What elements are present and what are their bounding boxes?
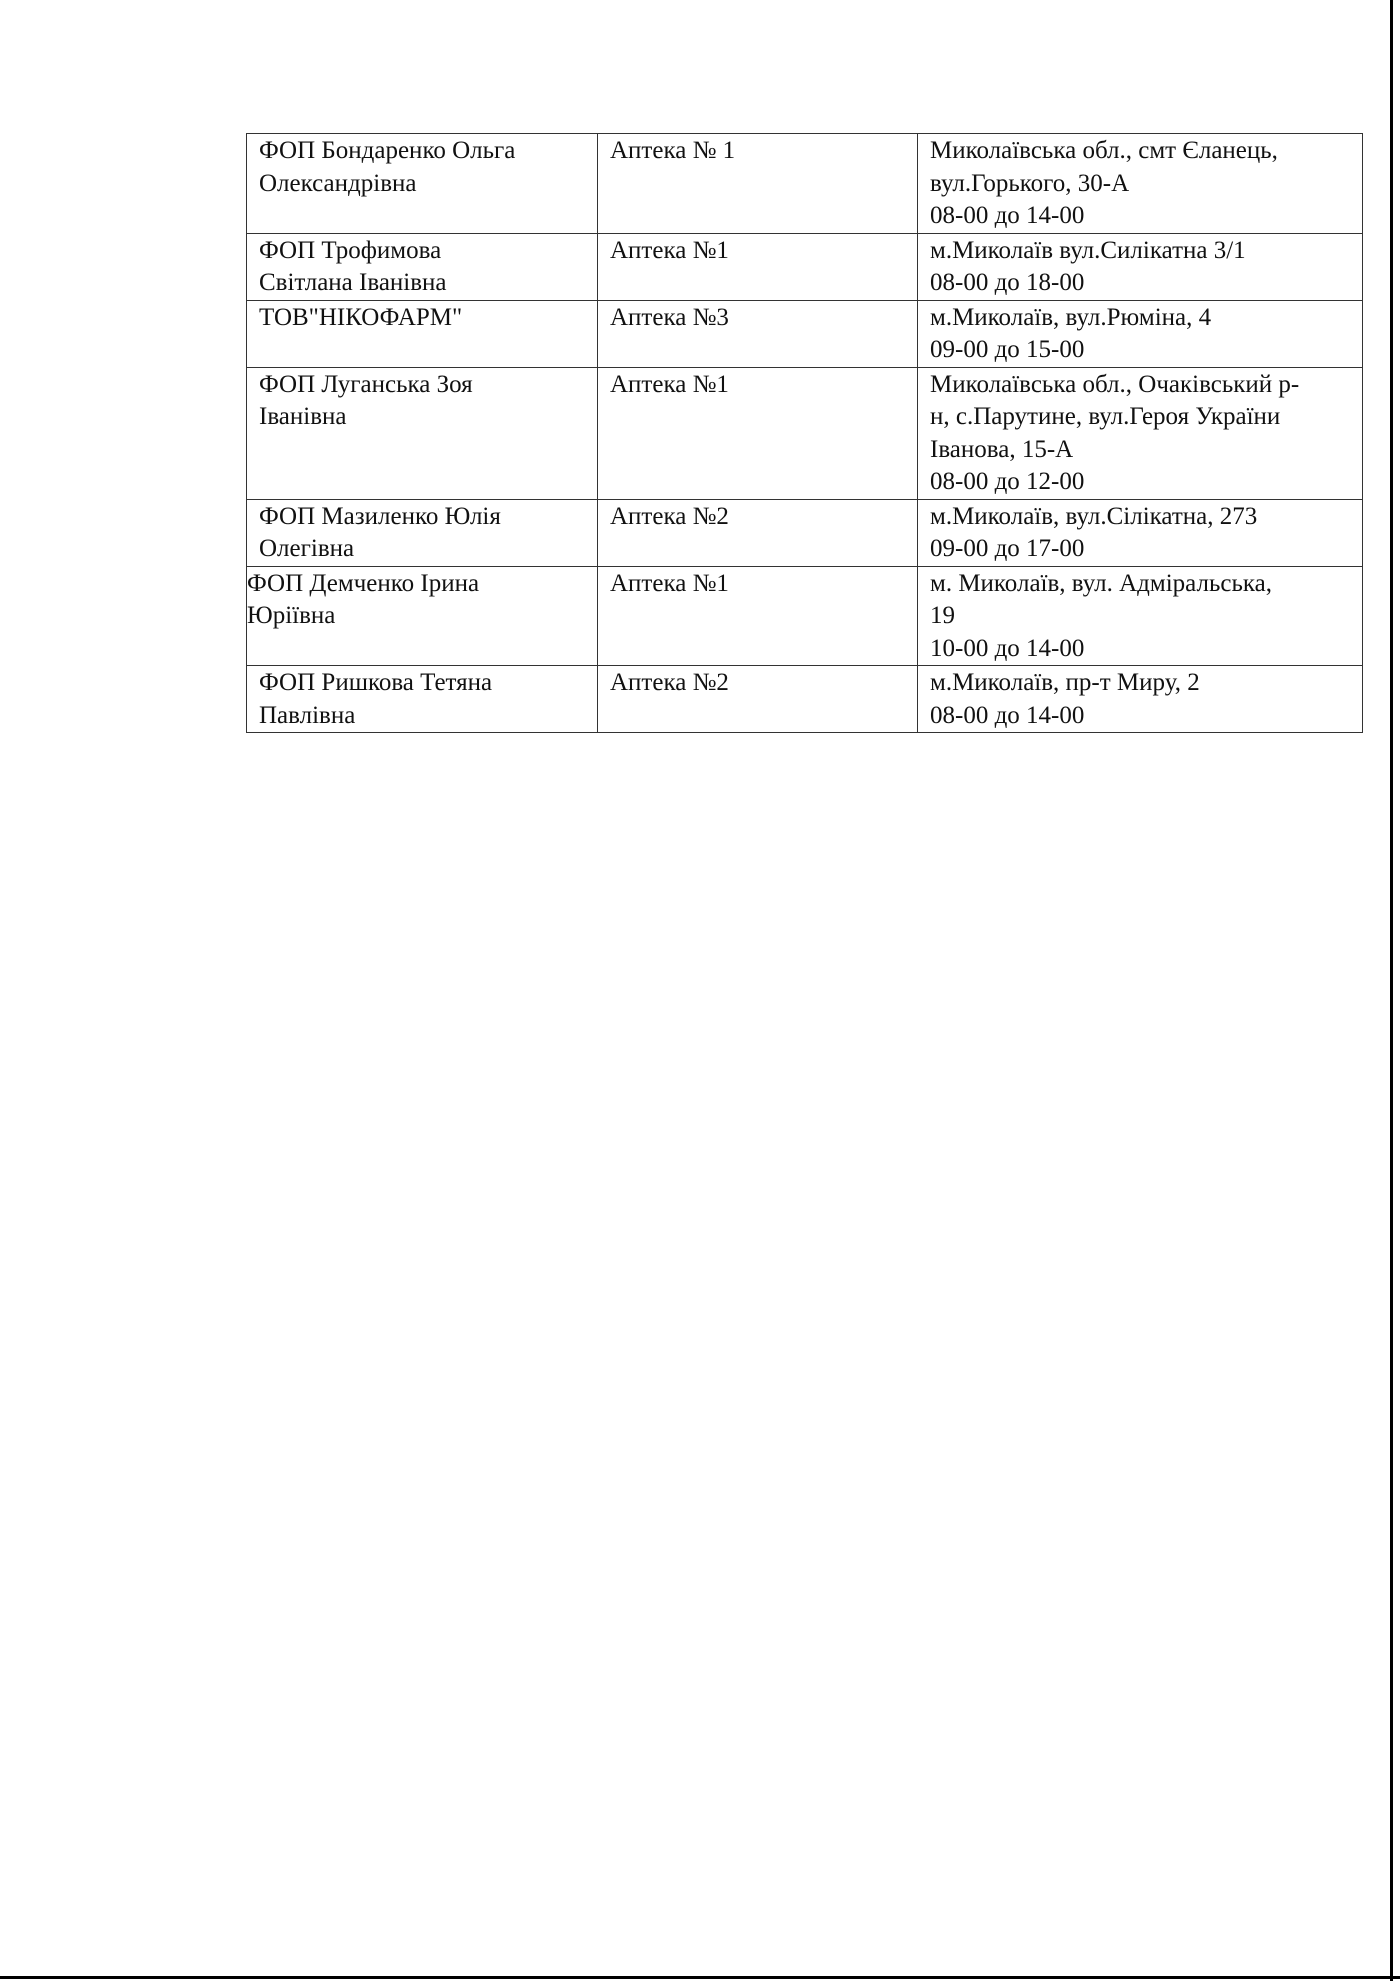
pharmacy-cell: Аптека №2: [598, 499, 918, 566]
pharmacy-cell: Аптека №2: [598, 666, 918, 733]
owner-cell: ФОП Бондаренко Ольга Олександрівна: [247, 134, 598, 234]
pharmacy-cell: Аптека №1: [598, 233, 918, 300]
owner-cell: ФОП Трофимова Світлана Іванівна: [247, 233, 598, 300]
pharmacy-cell: Аптека №3: [598, 300, 918, 367]
pharmacy-cell: Аптека №1: [598, 566, 918, 666]
owner-cell: ФОП Ришкова Тетяна Павлівна: [247, 666, 598, 733]
table-row: [247, 367, 1363, 499]
table-row: [247, 566, 1363, 666]
address-cell: Миколаївська обл., Очаківський р- н, с.Парутине, вул.Героя України Іванова, 15-А 08-00 до 12-00: [918, 367, 1363, 499]
pharmacy-cell: Аптека № 1: [598, 134, 918, 234]
pharmacy-cell: Аптека №1: [598, 367, 918, 499]
table-row: [247, 666, 1363, 733]
owner-cell: ФОП Мазиленко Юлія Олегівна: [247, 499, 598, 566]
table-row: [247, 134, 1363, 234]
owner-cell: ФОП Демченко Ірина Юріївна: [247, 566, 598, 666]
address-cell: Миколаївська обл., смт Єланець, вул.Горького, 30-А 08-00 до 14-00: [918, 134, 1363, 234]
address-cell: м.Миколаїв, пр-т Миру, 2 08-00 до 14-00: [918, 666, 1363, 733]
address-cell: м.Миколаїв вул.Силікатна 3/1 08-00 до 18-00: [918, 233, 1363, 300]
address-cell: м.Миколаїв, вул.Рюміна, 4 09-00 до 15-00: [918, 300, 1363, 367]
pharmacy-table: [246, 133, 1363, 733]
table-row: [247, 233, 1363, 300]
owner-cell: ФОП Луганська Зоя Іванівна: [247, 367, 598, 499]
page-border-right: [1390, 0, 1393, 1981]
table-row: [247, 300, 1363, 367]
address-cell: м. Миколаїв, вул. Адміральська, 19 10-00 до 14-00: [918, 566, 1363, 666]
table-row: [247, 499, 1363, 566]
owner-cell: ТОВ"НІКОФАРМ": [247, 300, 598, 367]
page-border-bottom: [0, 1976, 1400, 1979]
address-cell: м.Миколаїв, вул.Сілікатна, 273 09-00 до 17-00: [918, 499, 1363, 566]
